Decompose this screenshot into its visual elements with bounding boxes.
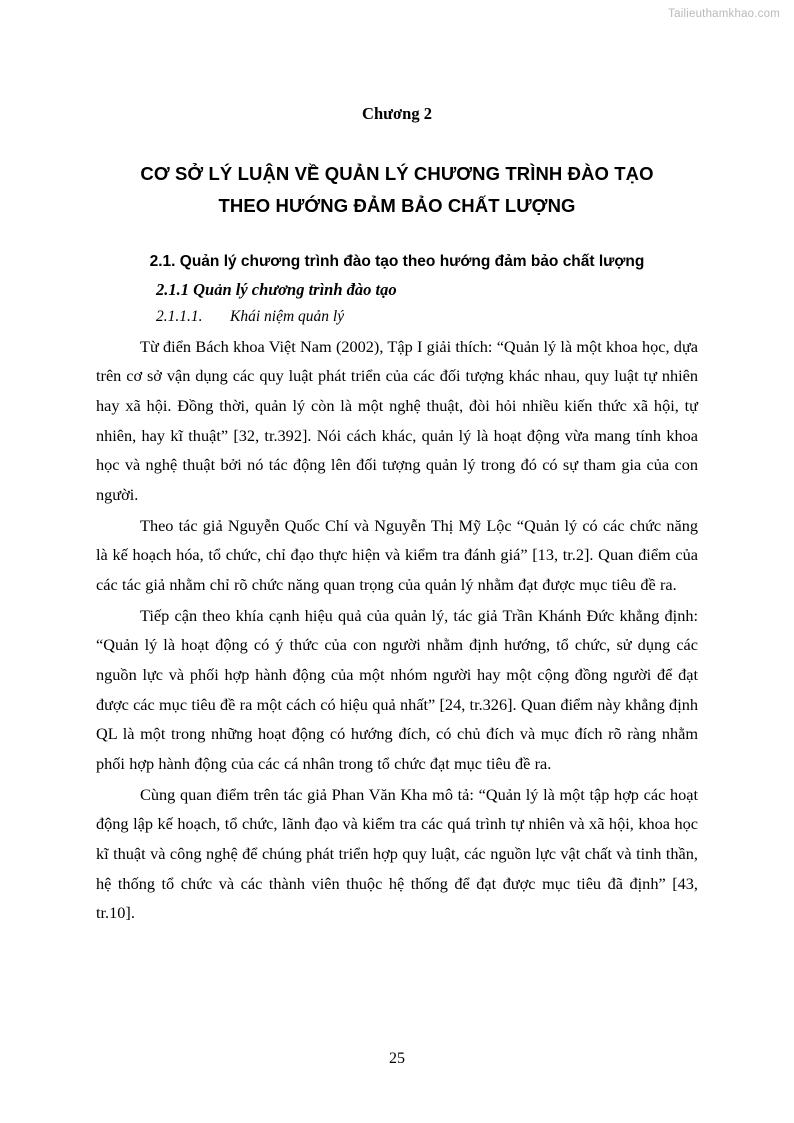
paragraph: Theo tác giả Nguyễn Quốc Chí và Nguyễn Thị Mỹ Lộc “Quản lý có các chức năng là kế hoạch hóa, tổ chức, chỉ đạo thực hiện và kiểm tra đánh giá” [13, tr.2]. Quan điểm của các tác giả nhằm chỉ rõ chức năng quan trọng của quản lý nhằm đạt được mục tiêu đề ra. [96,515,698,594]
page-number: 25 [389,1050,405,1067]
page-content [96,104,698,929]
document-title [96,158,698,223]
subsection-title: Khái niệm quản lý [230,307,345,325]
paragraph: Tiếp cận theo khía cạnh hiệu quả của quản lý, tác giả Trần Khánh Đức khẳng định: “Quản lý là hoạt động có ý thức của con người nhằm định hướng, tổ chức, sử dụng các nguồn lực và phối hợp hành động của một nhóm người hay một cộng đồng người để đạt được các mục tiêu đề ra một cách có hiệu quả nhất” [24, tr.326]. Quan điểm này khẳng định QL là một trong những hoạt động có hướng đích, có chủ đích và mục đích rõ ràng nhằm phối hợp hành động của các cá nhân trong tổ chức đạt mục tiêu đề ra. [96,605,698,773]
chapter-label: Chương 2 [362,104,432,123]
document-title-line-2: THEO HƯỚNG ĐẢM BẢO CHẤT LƯỢNG [218,195,576,217]
section-heading-2-1-1: 2.1.1 Quản lý chương trình đào tạo [156,279,397,299]
section-heading-2-1-1-1 [96,308,698,326]
section-heading-2-1: 2.1. Quản lý chương trình đào tạo theo hướng đảm bảo chất lượng [149,252,645,270]
subsection-number: 2.1.1.1. [156,307,203,325]
document-title-line-1: CƠ SỞ LÝ LUẬN VỀ QUẢN LÝ CHƯƠNG TRÌNH ĐÀO TẠO [140,163,654,184]
paragraph: Từ điển Bách khoa Việt Nam (2002), Tập I giải thích: “Quản lý là một khoa học, dựa trên cơ sở vận dụng các quy luật phát triển của các đối tượng khác nhau, quy luật tự nhiên hay xã hội. Đồng thời, quản lý còn là một nghệ thuật, đòi hỏi nhiều kiến thức xã hội, tự nhiên, hay kĩ thuật” [32, tr.392]. Nói cách khác, quản lý là hoạt động vừa mang tính khoa học và nghệ thuật bởi nó tác động lên đối tượng quản lý trong đó có sự tham gia của con người. [96,336,698,505]
paragraph: Cùng quan điểm trên tác giả Phan Văn Kha mô tả: “Quản lý là một tập hợp các hoạt động lập kế hoạch, tổ chức, lãnh đạo và kiểm tra các quá trình tự nhiên và xã hội, khoa học kĩ thuật và công nghệ để chúng phát triển hợp quy luật, các nguồn lực vật chất và tinh thần, hệ thống tổ chức và các thành viên thuộc hệ thống để đạt được mục tiêu đã định” [43, tr.10]. [96,784,698,923]
watermark-text: Tailieuthamkhao.com [668,8,780,20]
